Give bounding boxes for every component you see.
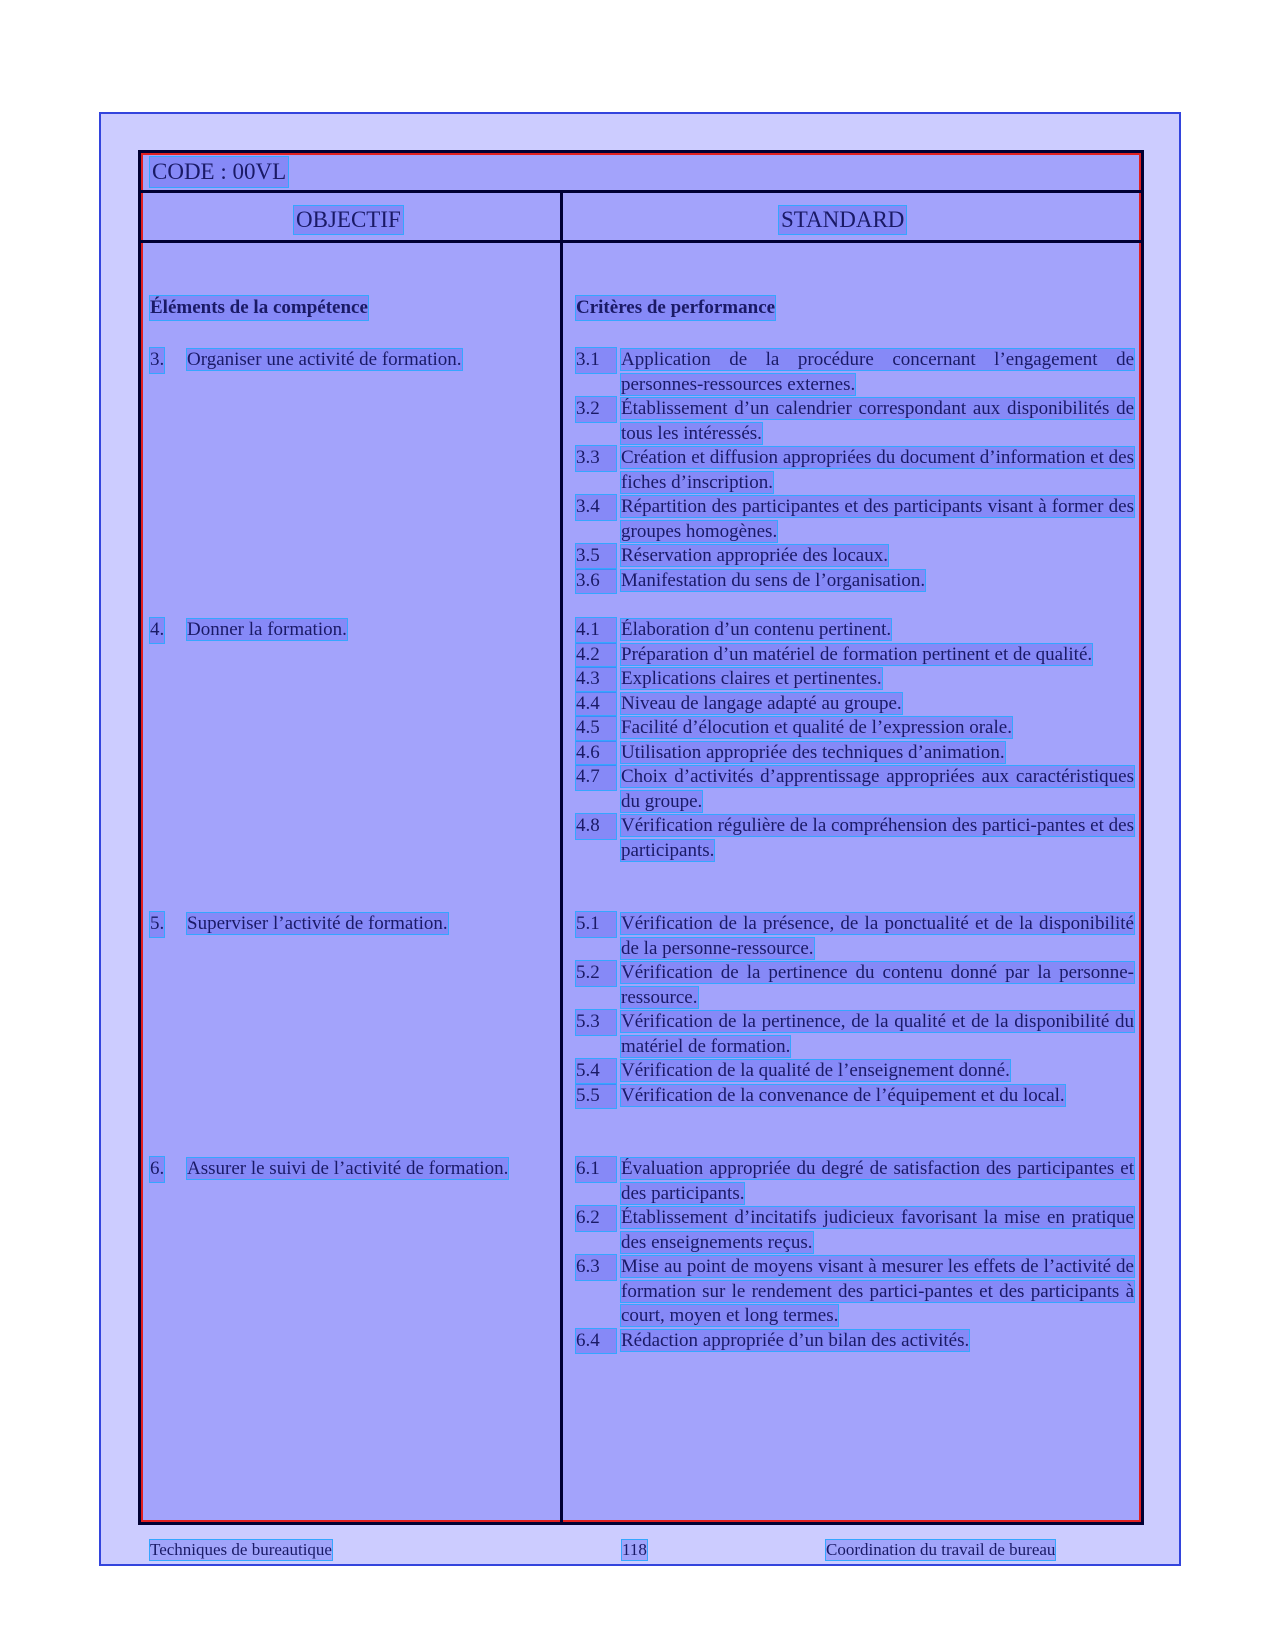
criterion-number: 3.6: [576, 569, 616, 594]
table-border-left: [141, 153, 143, 1522]
criterion-number: 3.3: [576, 446, 616, 471]
criterion-item: [576, 446, 1134, 495]
criterion-number: 4.2: [576, 643, 616, 668]
criteria-heading: Critères de performance: [576, 297, 776, 318]
element-row: [150, 912, 552, 937]
header-row-divider: [141, 240, 1141, 243]
element-row: [150, 618, 552, 643]
elements-heading: Éléments de la compétence: [150, 297, 368, 318]
criterion-text: Établissement d’un calendrier correspondant aux disponibilités de tous les intéressés.: [621, 398, 1134, 444]
criterion-number: 4.3: [576, 667, 616, 692]
criterion-text: Établissement d’incitatifs judicieux favorisant la mise en pratique des enseignements reçus.: [621, 1207, 1134, 1253]
criterion-number: 3.4: [576, 495, 616, 520]
criterion-text: Explications claires et pertinentes.: [621, 668, 882, 689]
criterion-number: 4.6: [576, 741, 616, 766]
criterion-number: 6.1: [576, 1157, 616, 1182]
criterion-item: [576, 1157, 1134, 1206]
criterion-item: [576, 814, 1134, 863]
criterion-item: [576, 741, 1134, 766]
criterion-text: Répartition des participantes et des participants visant à former des groupes homogènes.: [621, 496, 1134, 542]
criterion-item: [576, 1010, 1134, 1059]
criterion-text: Niveau de langage adapté au groupe.: [621, 692, 902, 714]
criterion-text: Vérification régulière de la compréhension des partici-pantes et des participants.: [621, 815, 1134, 861]
element-number: 6.: [150, 1157, 164, 1182]
criterion-number: 4.5: [576, 716, 616, 741]
criterion-number: 4.4: [576, 692, 616, 717]
criterion-item: [576, 1084, 1134, 1109]
criteria-list: [576, 618, 1134, 863]
criterion-text: Vérification de la pertinence, de la qualité et de la disponibilité du matériel de formation.: [621, 1011, 1134, 1057]
criteria-list: [576, 348, 1134, 593]
criterion-item: [576, 765, 1134, 814]
code-row-divider: [141, 190, 1141, 193]
criterion-number: 6.4: [576, 1329, 616, 1354]
criterion-text: Facilité d’élocution et qualité de l’expression orale.: [621, 717, 1012, 738]
criterion-item: [576, 961, 1134, 1010]
criterion-number: 5.2: [576, 961, 616, 986]
criterion-text: Préparation d’un matériel de formation pertinent et de qualité.: [621, 643, 1093, 665]
criterion-text: Rédaction appropriée d’un bilan des activités.: [621, 1329, 970, 1351]
criterion-number: 6.2: [576, 1206, 616, 1231]
column-divider: [560, 192, 563, 1522]
element-text: Donner la formation.: [187, 619, 347, 640]
criterion-text: Choix d’activités d’apprentissage appropriées aux caractéristiques du groupe.: [621, 766, 1134, 812]
criterion-number: 6.3: [576, 1255, 616, 1280]
criterion-text: Mise au point de moyens visant à mesurer les effets de l’activité de formation sur le rendement des partici-pantes et des participants à court, moyen et long termes.: [621, 1256, 1134, 1326]
criterion-item: [576, 667, 1134, 692]
criterion-text: Vérification de la présence, de la ponctualité et de la disponibilité de la personne-ressource.: [621, 913, 1134, 959]
criterion-item: [576, 1255, 1134, 1329]
criterion-item: [576, 618, 1134, 643]
criteria-list: [576, 912, 1134, 1108]
criterion-item: [576, 569, 1134, 594]
criterion-item: [576, 1329, 1134, 1354]
criteria-list: [576, 1157, 1134, 1353]
criterion-text: Élaboration d’un contenu pertinent.: [621, 619, 892, 640]
criterion-item: [576, 912, 1134, 961]
criterion-item: [576, 716, 1134, 741]
criterion-number: 4.1: [576, 618, 616, 643]
criterion-text: Évaluation appropriée du degré de satisfaction des participantes et des participants.: [621, 1158, 1134, 1204]
table-border-bottom: [141, 1520, 1141, 1522]
criterion-item: [576, 643, 1134, 668]
criterion-text: Réservation appropriée des locaux.: [621, 545, 888, 566]
element-row: [150, 348, 552, 373]
criterion-number: 3.1: [576, 348, 616, 373]
criterion-text: Vérification de la convenance de l’équipement et du local.: [621, 1084, 1065, 1106]
criterion-item: [576, 397, 1134, 446]
criterion-number: 3.2: [576, 397, 616, 422]
criterion-number: 5.3: [576, 1010, 616, 1035]
element-text: Organiser une activité de formation.: [187, 349, 462, 370]
criterion-number: 3.5: [576, 544, 616, 569]
competency-code: CODE : 00VL: [150, 157, 288, 187]
criterion-number: 5.1: [576, 912, 616, 937]
element-row: [150, 1157, 552, 1182]
footer-program: Techniques de bureautique: [150, 1540, 332, 1559]
criterion-item: [576, 495, 1134, 544]
criterion-number: 4.7: [576, 765, 616, 790]
criterion-item: [576, 348, 1134, 397]
criterion-item: [576, 1206, 1134, 1255]
criterion-item: [576, 692, 1134, 717]
criterion-item: [576, 544, 1134, 569]
criterion-text: Vérification de la pertinence du contenu donné par la personne-ressource.: [621, 962, 1134, 1008]
criterion-number: 5.4: [576, 1059, 616, 1084]
criterion-text: Création et diffusion appropriées du document d’information et des fiches d’inscription.: [621, 447, 1134, 493]
element-number: 3.: [150, 348, 164, 373]
criterion-text: Manifestation du sens de l’organisation.: [621, 569, 926, 591]
criterion-item: [576, 1059, 1134, 1084]
table-border-right: [1139, 153, 1141, 1522]
criterion-number: 5.5: [576, 1084, 616, 1109]
criterion-text: Utilisation appropriée des techniques d’animation.: [621, 741, 1005, 763]
criterion-text: Vérification de la qualité de l’enseignement donné.: [621, 1060, 1010, 1081]
table-border-top: [141, 153, 1141, 155]
objective-header: OBJECTIF: [296, 207, 401, 232]
element-text: Superviser l’activité de formation.: [187, 913, 448, 934]
criterion-number: 4.8: [576, 814, 616, 839]
element-number: 4.: [150, 618, 164, 643]
standard-header: STANDARD: [781, 207, 905, 232]
element-text: Assurer le suivi de l’activité de formation.: [187, 1158, 509, 1179]
footer-page-number: 118: [622, 1540, 647, 1559]
element-number: 5.: [150, 912, 164, 937]
footer-course: Coordination du travail de bureau: [826, 1540, 1056, 1559]
criterion-text: Application de la procédure concernant l’engagement de personnes-ressources externes.: [621, 349, 1134, 395]
